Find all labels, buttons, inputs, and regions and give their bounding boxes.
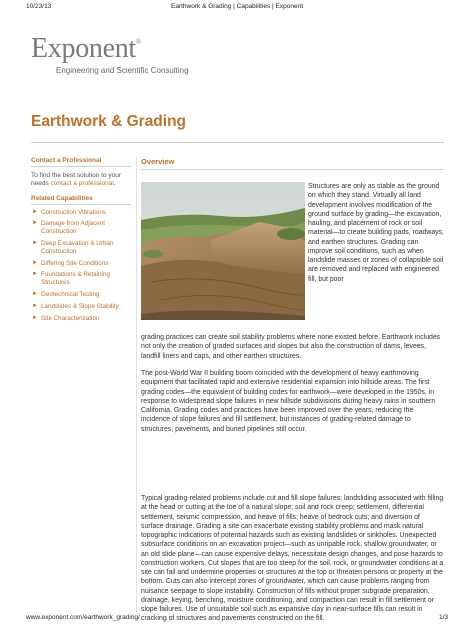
contact-text <box>31 172 131 189</box>
overview-paragraph-intro-cont: grading practices can create soil stability problems where none existed before. Earthwork includes not only the creation of graded surfaces and slopes but also the construction of dams, levees, landfill liners and caps, and other earthen structures. <box>141 334 441 360</box>
capability-link[interactable] <box>31 303 131 311</box>
title-divider <box>31 142 444 143</box>
arrow-right-icon: ► <box>32 290 38 297</box>
capability-label: Geotechnical Testing <box>41 290 100 298</box>
earthwork-site-photo <box>141 182 305 320</box>
capabilities-list <box>31 209 131 323</box>
capability-link[interactable] <box>31 209 131 217</box>
logo-brand: Exponent <box>31 33 136 64</box>
capability-label: Differing Site Conditions <box>41 259 109 267</box>
related-capabilities-heading: Related Capabilities <box>31 195 131 205</box>
print-url: www.exponent.com/earthwork_grading/ <box>26 614 140 621</box>
arrow-right-icon: ► <box>32 220 38 227</box>
print-page-number: 1/3 <box>438 614 448 621</box>
arrow-right-icon: ► <box>32 259 38 266</box>
sidebar <box>31 157 131 326</box>
arrow-right-icon: ► <box>32 314 38 321</box>
arrow-right-icon: ► <box>32 271 38 278</box>
capability-link[interactable] <box>31 315 131 323</box>
logo-registered-mark: ® <box>135 38 141 46</box>
print-page-title: Earthwork & Grading | Capabilities | Exponent <box>171 3 303 10</box>
logo-tagline: Engineering and Scientific Consulting <box>56 66 189 75</box>
contact-text-before: To find the best solution to your needs <box>31 172 121 188</box>
capability-link[interactable] <box>31 240 131 256</box>
print-date: 10/23/13 <box>26 3 52 10</box>
contact-professional-link[interactable]: contact a professional <box>50 180 114 188</box>
capability-link[interactable] <box>31 291 131 299</box>
page-title: Earthwork & Grading <box>31 113 187 130</box>
capability-label: Damage from Adjacent Construction <box>41 220 106 236</box>
capability-label: Deep Excavation & Urban Construction <box>41 239 114 255</box>
capability-label: Construction Vibrations <box>41 208 106 216</box>
arrow-right-icon: ► <box>32 239 38 246</box>
capability-label: Site Characterization <box>41 314 100 322</box>
overview-paragraph-problems: Typical grading-related problems include cut and fill slope failures; landsliding associated with filling at the head or cutting at the toe of a natural slope; soil and rock creep; settlement, differential settlement, seismic compression, and heave of fills; heave of bedrock cuts; and diversion of surface drainage. Grading a site can exacerbate existing stability problems and mask natural topographic indications of potential hazards such as existing landslides or sinkholes. Unexpected subsurface conditions on an excavation project—such as unripable rock, shallow groundwater, or an old slide plane—can cause expensive delays, necessitate design changes, and pose hazards to construction workers. Cut slopes that are too steep for the soil, rock, or groundwater conditions at a site can fail and undermine properties or structures at the top or threaten persons or property at the bottom. Cuts can also intercept zones of groundwater, which can cause problems ranging from nuisance seepage to slope instability. Construction of fills without proper subgrade preparation, drainage, keying, benching, moisture conditioning, and compaction can result in fill settlement or slope failures. Use of unsuitable soil such as expansive clay in near-surface fills can result in cracking of structures and pavements constructed on the fill. <box>141 495 444 623</box>
capability-label: Foundations & Retaining Structures <box>41 271 110 287</box>
exponent-logo[interactable] <box>31 35 291 75</box>
capability-label: Landslides & Slope Stability <box>41 302 119 310</box>
column-divider <box>136 157 137 612</box>
capability-link[interactable] <box>31 220 131 236</box>
overview-paragraph-intro: Structures are only as stable as the ground on which they stand. Virtually all land development involves modification of the ground surface by grading—the excavation, hauling, and placement of rock or soil material—to create building pads, roadways, and earthen structures. Grading can improve soil conditions, such as when landslide masses or zones of collapsible soil are removed and replaced with engineered fill, but poor <box>308 183 444 283</box>
capability-link[interactable] <box>31 260 131 268</box>
logo-wordmark <box>31 35 291 63</box>
arrow-right-icon: ► <box>32 302 38 309</box>
contact-text-after: . <box>113 180 116 188</box>
capability-link[interactable] <box>31 271 131 287</box>
contact-heading: Contact a Professional <box>31 157 131 167</box>
overview-heading: Overview <box>141 157 444 170</box>
arrow-right-icon: ► <box>32 208 38 215</box>
overview-paragraph-history: The post-World War II building boom coincided with the development of heavy earthmoving equipment that facilitated rapid and extensive residential expansion into hillside areas. The first grading codes—the equivalent of building codes for earthwork—were developed in the 1950s, in response to widespread slope failures in new hillside subdivisions during heavy rains in southern California. Grading codes and practices have been improved over the years, reducing the incidence of slope failures and fill settlement, but instances of grading-related damage to structures, pavements, and buried pipelines still occur. <box>141 370 436 433</box>
